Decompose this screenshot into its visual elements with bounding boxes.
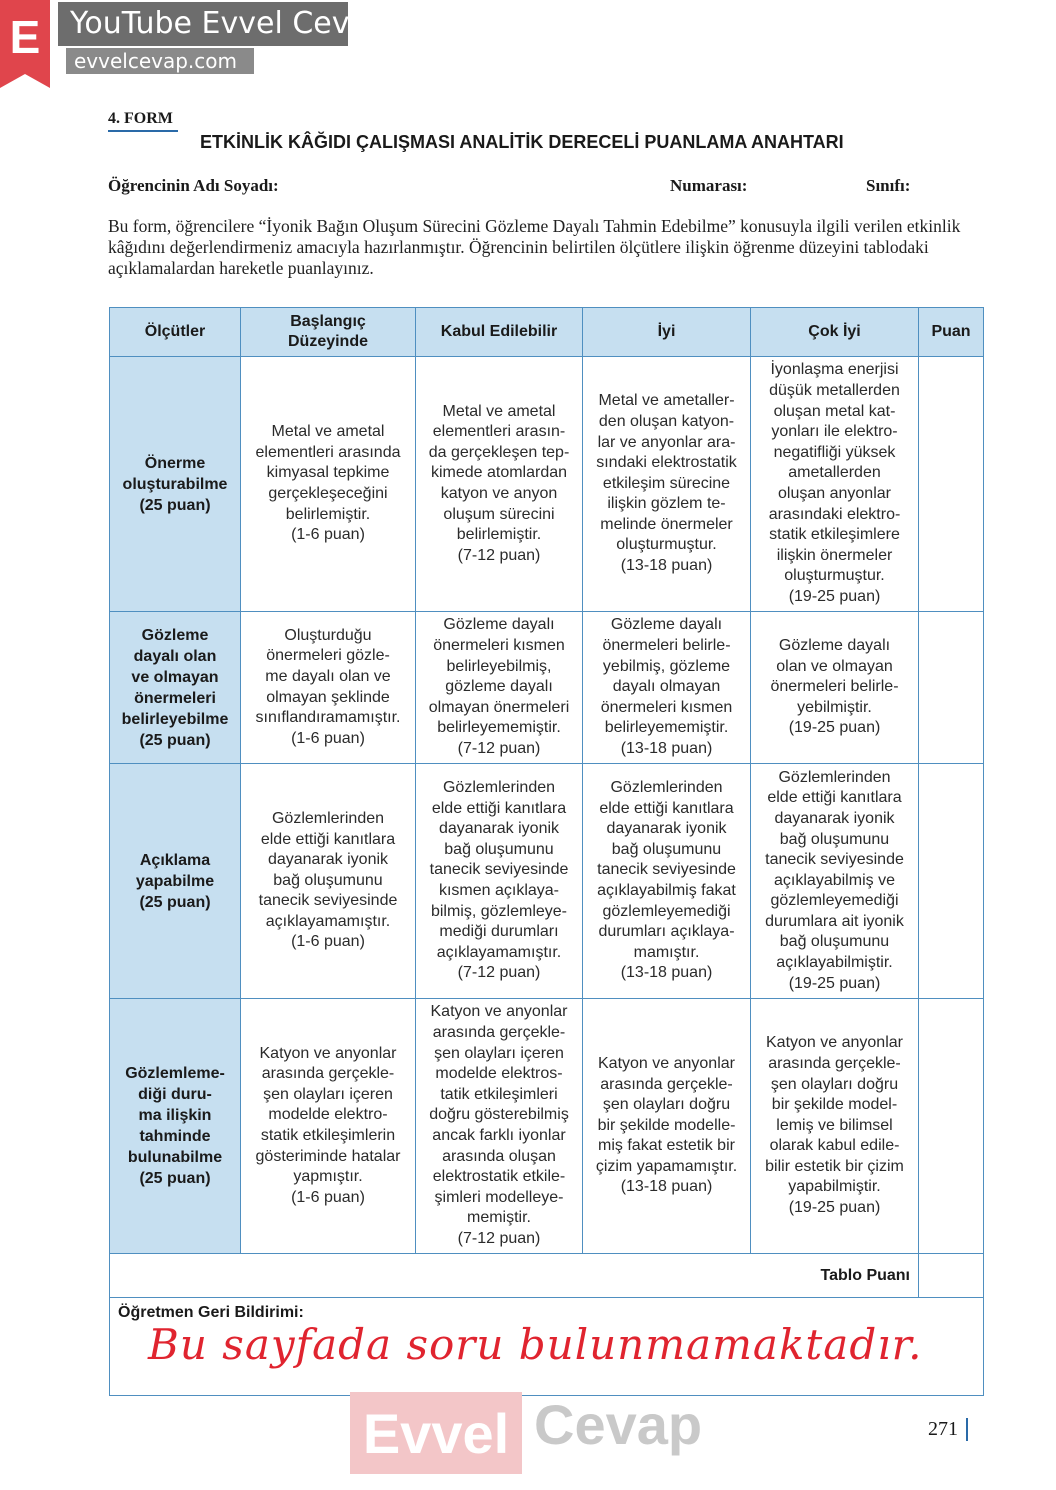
feedback-handwritten-note: Bu sayfada soru bulunmamaktadır.	[148, 1320, 923, 1369]
score-input-cell[interactable]	[919, 357, 984, 612]
total-score-cell[interactable]	[919, 1254, 984, 1298]
table-row	[110, 357, 984, 612]
criterion-cell: Gözleme dayalı olan ve olmayan önermeleri belirleyebilme (25 puan)	[110, 612, 241, 764]
criterion-cell: Önerme oluşturabilme (25 puan)	[110, 357, 241, 612]
level-cell: Gözlemlerinden elde ettiği kanıtlara dayanarak iyonik bağ oluşumunu tanecik seviyesinde açıklayabilmiş fakat gözlemleyemediği durumları açıklaya- mamıştır. (13-18 puan)	[583, 764, 751, 999]
student-name-label: Öğrencinin Adı Soyadı:	[108, 176, 279, 195]
score-input-cell[interactable]	[919, 764, 984, 999]
feedback-row	[110, 1298, 984, 1396]
level-cell: Katyon ve anyonlar arasında gerçekle- şen olayları doğru bir şekilde modelle- miş fakat estetik bir çizim yapamamıştır. (13-18 puan)	[583, 999, 751, 1254]
brand-url: evvelcevap.com	[66, 48, 254, 74]
page-number: 271	[928, 1418, 968, 1441]
level-cell: Metal ve ametal elementleri arasın- da gerçekleşen tep- kimede atomlardan katyon ve anyon oluşum sürecini belirlemiştir. (7-12 puan)	[416, 357, 583, 612]
header-acceptable: Kabul Edilebilir	[416, 308, 583, 357]
criterion-cell: Gözlemleme- diği duru- ma ilişkin tahminde bulunabilme (25 puan)	[110, 999, 241, 1254]
score-input-cell[interactable]	[919, 612, 984, 764]
page-title: ETKİNLİK KÂĞIDI ÇALIŞMASI ANALİTİK DERECELİ PUANLAMA ANAHTARI	[200, 132, 844, 152]
level-cell: Gözleme dayalı olan ve olmayan önermeleri belirle- yebilmiştir. (19-25 puan)	[751, 612, 919, 764]
header-very-good: Çok İyi	[751, 308, 919, 357]
total-score-label: Tablo Puanı	[110, 1254, 919, 1298]
score-input-cell[interactable]	[919, 999, 984, 1254]
student-class-label: Sınıfı:	[866, 176, 911, 195]
level-cell: Gözleme dayalı önermeleri kısmen belirleyebilmiş, gözleme dayalı olmayan önermeleri belirleyememiştir. (7-12 puan)	[416, 612, 583, 764]
brand-title: YouTube Evvel Cevap	[58, 2, 348, 46]
level-cell: Metal ve ametaller- den oluşan katyon- lar ve anyonlar ara- sındaki elektrostatik etkileşim sürecine ilişkin gözlem te- melinde önermeler oluşturmuştur. (13-18 puan)	[583, 357, 751, 612]
header-good: İyi	[583, 308, 751, 357]
level-cell: Katyon ve anyonlar arasında gerçekle- şen olayları doğru bir şekilde model- lemiş ve bilimsel olarak kabul edile- bilir estetik bir çizim yapabilmiştir. (19-25 puan)	[751, 999, 919, 1254]
form-label: 4. FORM	[108, 110, 178, 132]
level-cell: Gözleme dayalı önermeleri belirle- yebilmiş, gözleme dayalı olmayan önermeleri kısmen belirleyememiştir. (13-18 puan)	[583, 612, 751, 764]
level-cell: Gözlemlerinden elde ettiği kanıtlara dayanarak iyonik bağ oluşumunu tanecik seviyesinde açıklayamamıştır. (1-6 puan)	[241, 764, 416, 999]
brand-letter-icon: E	[0, 0, 50, 74]
footer-brand-evvel: Evvel	[350, 1392, 522, 1474]
rubric-table	[109, 307, 984, 1396]
total-row	[110, 1254, 984, 1298]
table-row	[110, 612, 984, 764]
header-beginner: Başlangıç Düzeyinde	[241, 308, 416, 357]
feedback-label: Öğretmen Geri Bildirimi:	[118, 1304, 304, 1321]
header-criteria: Ölçütler	[110, 308, 241, 357]
header-score: Puan	[919, 308, 984, 357]
level-cell: Katyon ve anyonlar arasında gerçekle- şen olayları içeren modelde elektros- tatik etkileşimleri doğru gösterebilmiş ancak farklı iyonlar arasında oluşan elektrostatik etkile- şimleri modelleye- memiştir. (7-12 puan)	[416, 999, 583, 1254]
table-row	[110, 999, 984, 1254]
student-number-label: Numarası:	[670, 176, 748, 195]
criterion-cell: Açıklama yapabilme (25 puan)	[110, 764, 241, 999]
level-cell: Metal ve ametal elementleri arasında kimyasal tepkime gerçekleşeceğini belirlemiştir. (1-6 puan)	[241, 357, 416, 612]
teacher-feedback-box[interactable]	[110, 1298, 984, 1396]
level-cell: Gözlemlerinden elde ettiği kanıtlara dayanarak iyonik bağ oluşumunu tanecik seviyesinde kısmen açıklaya- bilmiş, gözlemleye- mediği durumları açıklayamamıştır. (7-12 puan)	[416, 764, 583, 999]
level-cell: İyonlaşma enerjisi düşük metallerden oluşan metal kat- yonları ile elektro- negatifliği yüksek ametallerden oluşan anyonlar arasındaki elektro- statik etkileşimlere ilişkin önermeler oluşturmuştur. (19-25 puan)	[751, 357, 919, 612]
level-cell: Oluşturduğu önermeleri gözle- me dayalı olan ve olmayan şeklinde sınıflandıramamıştır. (1-6 puan)	[241, 612, 416, 764]
intro-paragraph: Bu form, öğrencilere “İyonik Bağın Oluşum Sürecini Gözleme Dayalı Tahmin Edebilme” konusuyla ilgili verilen etkinlik kâğıdını değerlendirmeniz amacıyla hazırlanmıştır. Öğrencinin belirtilen ölçütlere ilişkin öğrenme düzeyini tablodaki açıklamalardan hareketle puanlayınız.	[108, 216, 961, 278]
level-cell: Katyon ve anyonlar arasında gerçekle- şen olayları içeren modelde elektro- statik etkileşimlerin gösteriminde hatalar yapmıştır. (1-6 puan)	[241, 999, 416, 1254]
footer-brand-cevap: Cevap	[534, 1393, 703, 1456]
table-row	[110, 764, 984, 999]
level-cell: Gözlemlerinden elde ettiği kanıtlara dayanarak iyonik bağ oluşumunu tanecik seviyesinde açıklayabilmiş ve gözlemleyemediği durumlara ait iyonik bağ oluşumunu açıklayabilmiştir. (19-25 puan)	[751, 764, 919, 999]
table-header-row	[110, 308, 984, 357]
